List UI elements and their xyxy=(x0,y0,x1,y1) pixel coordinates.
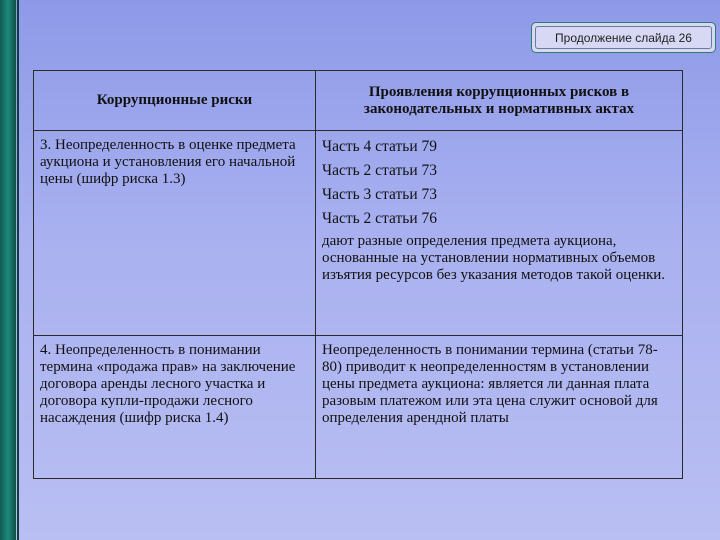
header-risks: Коррупционные риски xyxy=(34,71,316,131)
table-row xyxy=(34,336,683,479)
article-reference: Часть 3 статьи 73 xyxy=(322,186,438,203)
badge-label: Продолжение слайда 26 xyxy=(535,26,712,49)
table-header-row xyxy=(34,71,683,131)
article-reference: Часть 2 статьи 76 xyxy=(322,210,438,227)
risk-cell: 4. Неопределенность в понимании термина «продажа прав» на заключение договора аренды лесного участка и договора купли-продажи лесного насаждения (шифр риска 1.4) xyxy=(34,336,316,479)
risk-cell: 3. Неопределенность в оценке предмета аукциона и установления его начальной цены (шифр риска 1.3) xyxy=(34,131,316,336)
slide-side-bar xyxy=(0,0,16,540)
corruption-risks-table xyxy=(33,70,683,479)
article-reference: Часть 4 статьи 79 xyxy=(322,138,438,155)
manifestation-note: дают разные определения предмета аукциона, основанные на установлении нормативных объемов изъятия ресурсов без указания методов такой оценки. xyxy=(322,233,666,283)
manifestation-cell xyxy=(316,131,683,336)
slide-continuation-badge xyxy=(531,22,716,53)
side-bar-divider xyxy=(17,0,19,540)
table-row xyxy=(34,131,683,336)
manifestation-cell: Неопределенность в понимании термина (статьи 78-80) приводит к неопределенностям в установлении цены предмета аукциона: является ли данная плата разовым платежом или эта цена служит основой для определения арендной платы xyxy=(316,336,683,479)
article-reference: Часть 2 статьи 73 xyxy=(322,162,438,179)
header-manifestations: Проявления коррупционных рисков в законодательных и нормативных актах xyxy=(316,71,683,131)
